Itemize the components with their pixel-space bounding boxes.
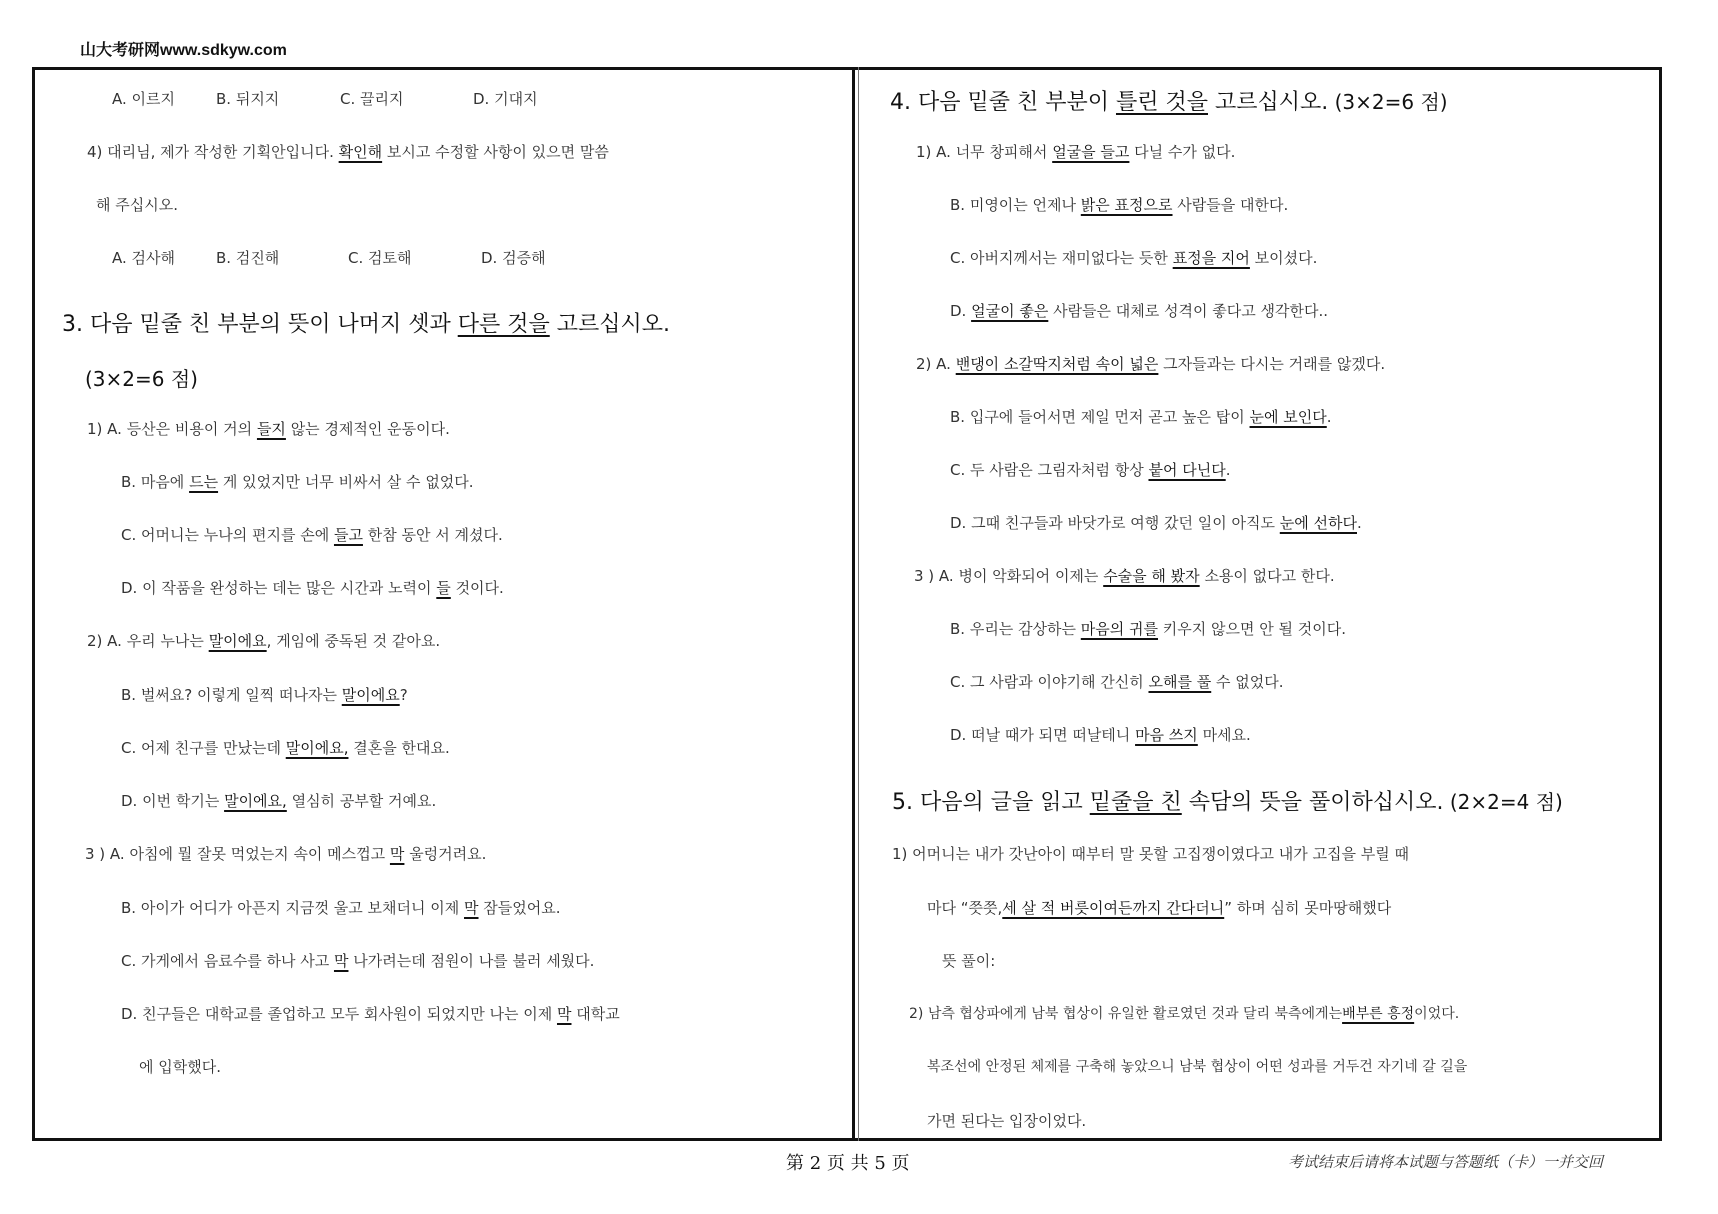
- question-line: D. 친구들은 대학교를 졸업하고 모두 회사원이 되었지만 나는 이제 막 대학교: [121, 1005, 620, 1023]
- underlined-phrase: 들: [436, 579, 451, 597]
- page-number: 第 2 页 共 5 页: [786, 1153, 910, 1174]
- underlined-proverb: 배부른 흥정: [1342, 1006, 1415, 1022]
- question-line: 해 주십시오.: [96, 196, 178, 214]
- footer-note: 考试结束后请将本试题与答题纸（卡）一并交回: [1288, 1153, 1604, 1171]
- question-line: 1) A. 등산은 비용이 거의 들지 않는 경제적인 운동이다.: [87, 420, 450, 438]
- column-divider-thin: [858, 67, 859, 1141]
- passage-line: 복조선에 안정된 체제를 구축해 놓았으니 남북 협상이 어떤 성과를 거두건 자기네 갈 길을: [927, 1059, 1468, 1075]
- option-c: C. 검토해: [348, 249, 412, 267]
- question-line: 에 입학했다.: [139, 1058, 221, 1076]
- underlined-phrase: 오해를 풀: [1148, 673, 1212, 691]
- question-line: 2) A. 우리 누나는 말이에요, 게임에 중독된 것 같아요.: [87, 632, 441, 650]
- column-divider: [852, 67, 855, 1141]
- question-line: 2) A. 밴댕이 소갈딱지처럼 속이 넓은 그자들과는 다시는 거래를 않겠다.: [916, 355, 1386, 373]
- underlined-phrase: 말이에요: [208, 632, 267, 650]
- option-d: D. 기대지: [473, 90, 538, 108]
- underlined-phrase: 드는: [189, 473, 219, 491]
- passage-line: 가면 된다는 입장이었다.: [927, 1112, 1087, 1130]
- question-line: B. 우리는 감상하는 마음의 귀를 키우지 않으면 안 될 것이다.: [950, 620, 1347, 638]
- underlined-phrase: 막: [464, 899, 479, 917]
- answer-label: 뜻 풀이:: [942, 952, 996, 970]
- underlined-phrase: 붙어 다닌다: [1148, 461, 1226, 479]
- underlined-phrase: 얼굴을 들고: [1052, 143, 1130, 161]
- question-line: B. 벌써요? 이렇게 일찍 떠나자는 말이에요?: [121, 686, 408, 704]
- underlined-phrase: 다른 것을: [457, 312, 550, 337]
- underlined-phrase: 말이에요,: [285, 739, 349, 757]
- question-line: 3 ) A. 아침에 뭘 잘못 먹었는지 속이 메스껍고 막 울렁거려요.: [85, 845, 487, 863]
- question-line: D. 이번 학기는 말이에요, 열심히 공부할 거예요.: [121, 792, 437, 810]
- underlined-phrase: 들지: [256, 420, 286, 438]
- question-line: D. 이 작품을 완성하는 데는 많은 시간과 노력이 들 것이다.: [121, 579, 504, 597]
- option-b: B. 검진해: [216, 249, 280, 267]
- underlined-phrase: 밝은 표정으로: [1080, 196, 1173, 214]
- option-b: B. 뒤지지: [216, 90, 280, 108]
- passage-line: 마다 “쯧쯧,세 살 적 버릇이여든까지 간다더니” 하며 심히 못마땅해했다: [927, 899, 1392, 917]
- underlined-phrase: 막: [556, 1005, 572, 1023]
- passage-line: 1) 어머니는 내가 갓난아이 때부터 말 못할 고집쟁이였다고 내가 고집을 부릴 때: [892, 845, 1410, 863]
- question-line: C. 그 사람과 이야기해 간신히 오해를 풀 수 없었다.: [950, 673, 1284, 691]
- question-line: C. 어머니는 누나의 편지를 손에 들고 한참 동안 서 계셨다.: [121, 526, 503, 544]
- question-line: 1) A. 너무 창피해서 얼굴을 들고 다닐 수가 없다.: [916, 143, 1236, 161]
- underlined-phrase: 얼굴이 좋은: [971, 302, 1049, 320]
- section-heading-5: 5. 다음의 글을 읽고 밑줄을 친 속담의 뜻을 풀이하십시오. (2×2=4 점): [892, 790, 1563, 815]
- question-line: D. 떠날 때가 되면 떠날테니 마음 쓰지 마세요.: [950, 726, 1251, 744]
- underlined-phrase: 확인해: [338, 143, 383, 161]
- question-line: B. 입구에 들어서면 제일 먼저 곧고 높은 탑이 눈에 보인다.: [950, 408, 1332, 426]
- option-a: A. 이르지: [112, 90, 176, 108]
- underlined-phrase: 밑줄을 친: [1089, 790, 1182, 815]
- options-row: [112, 247, 546, 268]
- option-a: A. 검사해: [112, 249, 176, 267]
- options-row: [112, 88, 538, 109]
- site-watermark: 山大考研网www.sdkyw.com: [80, 42, 287, 59]
- question-line: 3 ) A. 병이 악화되어 이제는 수술을 해 봤자 소용이 없다고 한다.: [914, 567, 1335, 585]
- underlined-phrase: 막: [389, 845, 405, 863]
- option-c: C. 끌리지: [340, 90, 404, 108]
- underlined-phrase: 밴댕이 소갈딱지처럼 속이 넓은: [955, 355, 1159, 373]
- question-line: B. 마음에 드는 게 있었지만 너무 비싸서 살 수 없었다.: [121, 473, 474, 491]
- underlined-phrase: 들고: [333, 526, 363, 544]
- underlined-phrase: 말이에요,: [224, 792, 287, 810]
- question-line: B. 미영이는 언제나 밝은 표정으로 사람들을 대한다.: [950, 196, 1289, 214]
- underlined-phrase: 마음 쓰지: [1135, 726, 1198, 744]
- option-d: D. 검증해: [481, 249, 546, 267]
- passage-line: 2) 남측 협상파에게 남북 협상이 유일한 활로였던 것과 달리 북측에게는배부른 흥정이었다.: [909, 1006, 1460, 1022]
- section-heading-4: 4. 다음 밑줄 친 부분이 틀린 것을 고르십시오. (3×2=6 점): [890, 90, 1448, 115]
- question-line: 4) 대리님, 제가 작성한 기획안입니다. 확인해 보시고 수정할 사항이 있으면 말씀: [87, 143, 609, 161]
- question-line: C. 가게에서 음료수를 하나 사고 막 나가려는데 점원이 나를 불러 세웠다.: [121, 952, 595, 970]
- question-line: C. 두 사람은 그림자처럼 항상 붙어 다닌다.: [950, 461, 1231, 479]
- question-line: B. 아이가 어디가 아픈지 지금껏 울고 보채더니 이제 막 잠들었어요.: [121, 899, 561, 917]
- underlined-phrase: 눈에 보인다: [1249, 408, 1327, 426]
- underlined-phrase: 틀린 것을: [1115, 90, 1208, 115]
- question-line: D. 그때 친구들과 바닷가로 여행 갔던 일이 아직도 눈에 선하다.: [950, 514, 1362, 532]
- underlined-phrase: 표정을 지어: [1172, 249, 1250, 267]
- underlined-phrase: 말이에요: [341, 686, 400, 704]
- question-line: C. 어제 친구를 만났는데 말이에요, 결혼을 한대요.: [121, 739, 450, 757]
- underlined-phrase: 마음의 귀를: [1080, 620, 1159, 638]
- question-line: C. 아버지께서는 재미없다는 듯한 표정을 지어 보이셨다.: [950, 249, 1318, 267]
- exam-frame: [32, 67, 1662, 1141]
- underlined-proverb: 세 살 적 버릇이여든까지 간다더니: [1002, 899, 1225, 917]
- underlined-phrase: 막: [333, 952, 349, 970]
- underlined-phrase: 눈에 선하다: [1279, 514, 1357, 532]
- section-points: (3×2=6 점): [85, 367, 198, 391]
- section-heading-3: 3. 다음 밑줄 친 부분의 뜻이 나머지 셋과 다른 것을 고르십시오.: [62, 312, 670, 337]
- question-line: D. 얼굴이 좋은 사람들은 대체로 성격이 좋다고 생각한다..: [950, 302, 1329, 320]
- underlined-phrase: 수술을 해 봤자: [1103, 567, 1200, 585]
